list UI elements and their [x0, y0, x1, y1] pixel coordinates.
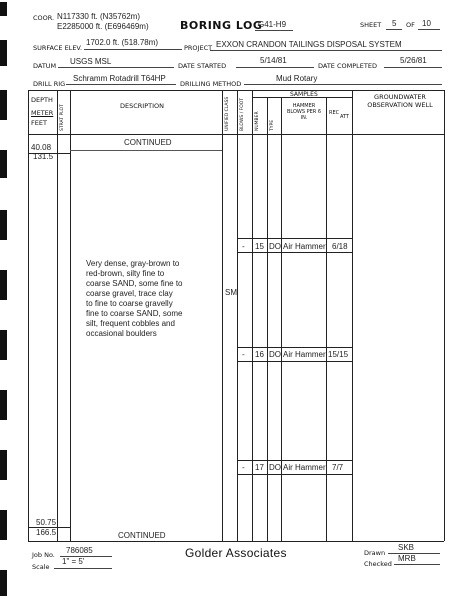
- surface-elev-value: 1702.0 ft. (518.78m): [86, 38, 159, 47]
- att-header: ATT: [340, 114, 350, 120]
- binder-hole: [0, 150, 7, 178]
- description-line: coarse SAND, some fine to: [86, 279, 183, 288]
- sheet-label: SHEET: [360, 21, 382, 29]
- scale-label: Scale: [32, 563, 50, 571]
- feet-header: FEET: [31, 119, 47, 127]
- project-value: EXXON CRANDON TAILINGS DISPOSAL SYSTEM: [216, 40, 402, 49]
- sample-blows: -: [242, 242, 245, 251]
- checked-label: Checked: [364, 560, 392, 568]
- job-no-label: Job No.: [32, 551, 55, 559]
- coord-northing: N117330 ft. (N35762m): [57, 12, 141, 21]
- binder-hole: [0, 390, 7, 420]
- sample-rec-att: 7/7: [332, 463, 344, 472]
- type-header: TYPE: [270, 119, 275, 131]
- unified-class-header: UNIFIED CLASS: [225, 96, 230, 131]
- continued-bottom: CONTINUED: [118, 531, 166, 540]
- sample-blows: -: [242, 350, 245, 359]
- description-line: coarse gravel, trace clay: [86, 289, 173, 298]
- sample-hammer: Air Hammer: [283, 350, 326, 359]
- log-title: BORING LOG: [180, 19, 263, 32]
- date-started-value: 5/14/81: [260, 56, 287, 65]
- binder-hole: [0, 90, 7, 120]
- sample-type: DO: [269, 463, 281, 472]
- sample-blows: -: [242, 463, 245, 472]
- unified-class-value: SM: [225, 288, 237, 297]
- sample-number: 16: [255, 350, 264, 359]
- coord-label: COOR.: [33, 14, 55, 22]
- description-line: red-brown, silty fine to: [86, 269, 165, 278]
- top-depth-meter: 40.08: [31, 143, 52, 152]
- drill-rig-value: Schramm Rotadrill T64HP: [73, 74, 166, 83]
- sample-number: 15: [255, 242, 264, 251]
- date-completed-label: DATE COMPLETED: [318, 62, 377, 70]
- binder-hole: [0, 2, 7, 16]
- sample-rec-att: 6/18: [332, 242, 348, 251]
- sample-number: 17: [255, 463, 264, 472]
- project-label: PROJECT: [184, 44, 213, 52]
- binder-hole: [0, 450, 7, 480]
- log-id: G41-H9: [258, 20, 287, 29]
- description-line: occasional boulders: [86, 329, 157, 338]
- date-started-label: DATE STARTED: [178, 62, 227, 70]
- surface-elev-label: SURFACE ELEV.: [33, 44, 83, 52]
- strat-plot-header: STRAT PLOT: [60, 104, 65, 131]
- binder-hole: [0, 40, 7, 66]
- depth-header: DEPTH: [31, 96, 53, 104]
- description-line: silt, frequent cobbles and: [86, 319, 175, 328]
- sample-type: DO: [269, 350, 281, 359]
- binder-hole: [0, 210, 7, 240]
- sheet-of-label: OF: [406, 21, 415, 29]
- drilling-method-value: Mud Rotary: [276, 74, 318, 83]
- drilling-method-label: DRILLING METHOD: [180, 80, 242, 88]
- description-line: Very dense, gray-brown to: [86, 259, 180, 268]
- datum-label: DATUM: [33, 62, 57, 70]
- binder-hole: [0, 510, 7, 540]
- checked-value: MRB: [398, 554, 416, 563]
- binder-hole: [0, 270, 7, 300]
- scale-value: 1" = 5': [62, 557, 85, 566]
- rec-header: REC: [329, 110, 340, 116]
- job-no-value: 786085: [66, 546, 93, 555]
- top-depth-feet: 131.5: [33, 152, 54, 161]
- drawn-value: SKB: [398, 543, 415, 552]
- bottom-depth-meter: 50.75: [36, 518, 57, 527]
- sample-hammer: Air Hammer: [283, 242, 326, 251]
- continued-top: CONTINUED: [124, 138, 172, 147]
- datum-value: USGS MSL: [70, 57, 112, 66]
- binder-hole: [0, 330, 7, 360]
- number-header: NUMBER: [255, 111, 260, 131]
- description-line: to fine to coarse gravelly: [86, 299, 173, 308]
- groundwater-header: GROUNDWATER OBSERVATION WELL: [367, 93, 433, 109]
- blows-foot-header: BLOWS / FOOT: [240, 97, 245, 131]
- drill-rig-label: DRILL RIG: [33, 80, 66, 88]
- company-name: Golder Associates: [185, 546, 287, 560]
- sheet-number: 5: [392, 19, 397, 28]
- description-line: fine to coarse SAND, some: [86, 309, 183, 318]
- sample-rec-att: 15/15: [328, 350, 349, 359]
- description-header: DESCRIPTION: [120, 102, 164, 110]
- meter-header: METER: [31, 109, 54, 117]
- drawn-label: Drawn: [364, 549, 386, 557]
- samples-header: SAMPLES: [290, 91, 318, 98]
- sample-type: DO: [269, 242, 281, 251]
- bottom-depth-feet: 166.5: [36, 528, 57, 537]
- hammer-blows-header: HAMMER BLOWS PER 6 IN.: [286, 103, 322, 121]
- binder-hole: [0, 570, 7, 596]
- coord-easting: E2285000 ft. (E696469m): [57, 22, 149, 31]
- sheet-total: 10: [422, 19, 431, 28]
- date-completed-value: 5/26/81: [400, 56, 427, 65]
- sample-hammer: Air Hammer: [283, 463, 326, 472]
